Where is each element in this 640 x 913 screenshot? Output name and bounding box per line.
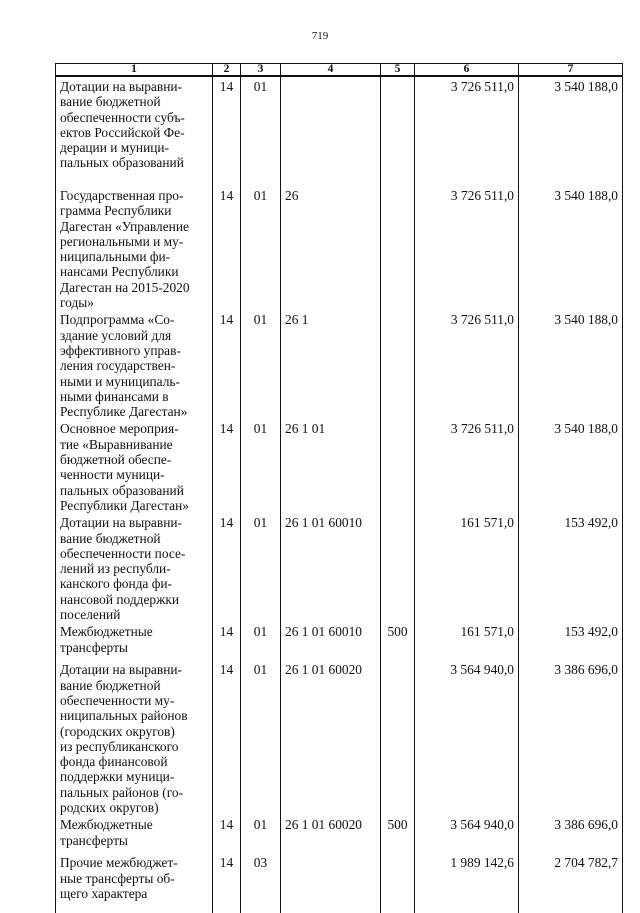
table-row (56, 186, 623, 310)
column-header: 1 (56, 64, 213, 77)
expense-type-cell (381, 853, 415, 913)
row-name-cell: Межбюджетные трансферты (56, 622, 213, 660)
column-header: 5 (381, 64, 415, 77)
expense-type-cell (381, 660, 415, 815)
row-name-cell: Дотации на выравни- вание бюджетной обеспеченности посе- лений из республи- канского фонда фи- нансовой поддержки поселений (56, 513, 213, 622)
amount-year1-cell: 3 564 940,0 (415, 660, 519, 815)
row-name-cell: Подпрограмма «Со- здание условий для эффективного управ- ления государствен- ными и муниципаль- ными финансами в Республике Дагестан» (56, 310, 213, 419)
target-article-cell (281, 853, 381, 913)
row-name-cell: Межбюджетные трансферты (56, 815, 213, 853)
target-article-cell: 26 1 (281, 310, 381, 419)
row-name-cell: Дотации на выравни- вание бюджетной обеспеченности субъ- ектов Российской Фе- дерации и муници- пальных образований (56, 76, 213, 186)
column-header: 6 (415, 64, 519, 77)
section-cell: 14 (213, 853, 241, 913)
table-row (56, 622, 623, 660)
budget-table (55, 63, 623, 913)
subsection-cell: 01 (241, 419, 281, 513)
amount-year1-cell: 3 726 511,0 (415, 76, 519, 186)
subsection-cell: 03 (241, 853, 281, 913)
expense-type-cell (381, 186, 415, 310)
row-name-cell: Дотации на выравни- вание бюджетной обеспеченности му- ниципальных районов (городских округов) из республиканского фонда финансовой поддержки муници- пальных районов (го- родских округов) (56, 660, 213, 815)
amount-year1-cell: 3 564 940,0 (415, 815, 519, 853)
section-cell: 14 (213, 186, 241, 310)
amount-year2-cell: 2 704 782,7 (519, 853, 623, 913)
amount-year2-cell: 3 540 188,0 (519, 76, 623, 186)
amount-year1-cell: 3 726 511,0 (415, 310, 519, 419)
target-article-cell: 26 1 01 60010 (281, 513, 381, 622)
expense-type-cell (381, 513, 415, 622)
amount-year1-cell: 1 989 142,6 (415, 853, 519, 913)
amount-year1-cell: 3 726 511,0 (415, 186, 519, 310)
amount-year1-cell: 161 571,0 (415, 622, 519, 660)
expense-type-cell (381, 76, 415, 186)
target-article-cell: 26 1 01 60010 (281, 622, 381, 660)
subsection-cell: 01 (241, 76, 281, 186)
target-article-cell: 26 1 01 60020 (281, 815, 381, 853)
subsection-cell: 01 (241, 186, 281, 310)
page-number: 719 (311, 30, 329, 42)
target-article-cell (281, 76, 381, 186)
amount-year2-cell: 3 540 188,0 (519, 419, 623, 513)
table-row (56, 419, 623, 513)
amount-year1-cell: 3 726 511,0 (415, 419, 519, 513)
expense-type-cell: 500 (381, 622, 415, 660)
table-row (56, 76, 623, 186)
section-cell: 14 (213, 419, 241, 513)
target-article-cell: 26 (281, 186, 381, 310)
column-header: 4 (281, 64, 381, 77)
column-header: 7 (519, 64, 623, 77)
table-row (56, 513, 623, 622)
expense-type-cell: 500 (381, 815, 415, 853)
expense-type-cell (381, 310, 415, 419)
column-header: 2 (213, 64, 241, 77)
amount-year2-cell: 3 540 188,0 (519, 310, 623, 419)
target-article-cell: 26 1 01 (281, 419, 381, 513)
table-row (56, 815, 623, 853)
table-row (56, 853, 623, 913)
subsection-cell: 01 (241, 310, 281, 419)
amount-year2-cell: 3 540 188,0 (519, 186, 623, 310)
amount-year2-cell: 3 386 696,0 (519, 660, 623, 815)
expense-type-cell (381, 419, 415, 513)
subsection-cell: 01 (241, 815, 281, 853)
table-row (56, 660, 623, 815)
amount-year2-cell: 3 386 696,0 (519, 815, 623, 853)
amount-year2-cell: 153 492,0 (519, 513, 623, 622)
section-cell: 14 (213, 660, 241, 815)
row-name-cell: Основное мероприя- тие «Выравнивание бюджетной обеспе- ченности муници- пальных образований Республики Дагестан» (56, 419, 213, 513)
section-cell: 14 (213, 622, 241, 660)
subsection-cell: 01 (241, 660, 281, 815)
table-row (56, 310, 623, 419)
section-cell: 14 (213, 513, 241, 622)
header-row (56, 64, 623, 77)
row-name-cell: Государственная про- грамма Республики Дагестан «Управление региональными и му- ниципальными фи- нансами Республики Дагестан на 2015-2020 годы» (56, 186, 213, 310)
target-article-cell: 26 1 01 60020 (281, 660, 381, 815)
row-name-cell: Прочие межбюджет- ные трансферты об- щего характера (56, 853, 213, 913)
amount-year1-cell: 161 571,0 (415, 513, 519, 622)
section-cell: 14 (213, 310, 241, 419)
column-header: 3 (241, 64, 281, 77)
subsection-cell: 01 (241, 513, 281, 622)
section-cell: 14 (213, 815, 241, 853)
section-cell: 14 (213, 76, 241, 186)
subsection-cell: 01 (241, 622, 281, 660)
amount-year2-cell: 153 492,0 (519, 622, 623, 660)
